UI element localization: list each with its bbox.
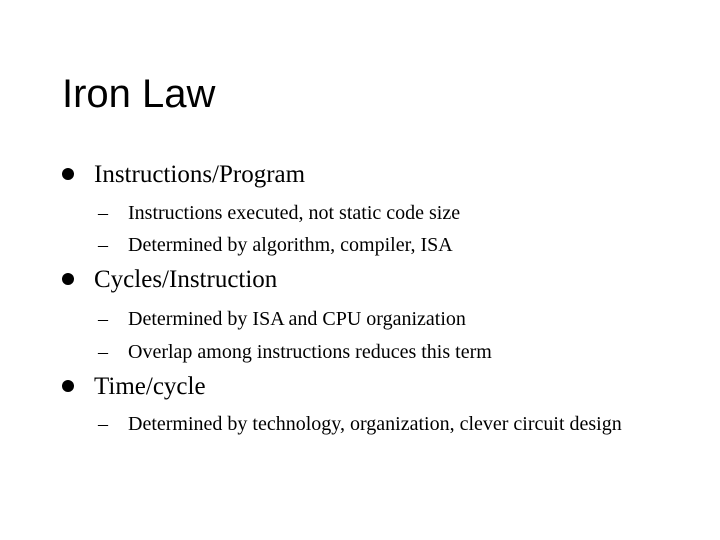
bullet-time-per-cycle — [62, 372, 662, 402]
sub-bullet — [98, 231, 658, 259]
bullet-dot-icon — [62, 380, 74, 392]
sub-bullet-text: Instructions executed, not static code size — [128, 202, 461, 224]
dash-icon: – — [98, 308, 108, 330]
dash-icon: – — [98, 234, 108, 256]
sub-bullet-text: Overlap among instructions reduces this term — [128, 341, 492, 363]
dash-icon: – — [98, 341, 108, 363]
sub-bullet — [98, 338, 658, 366]
sub-bullet-text: Determined by technology, organization, clever circuit design — [128, 413, 622, 435]
sub-bullet — [98, 199, 658, 227]
sub-bullet — [98, 305, 658, 333]
dash-icon: – — [98, 413, 108, 435]
bullet-text: Time/cycle — [94, 373, 206, 400]
slide-title: Iron Law — [62, 72, 216, 116]
bullet-dot-icon — [62, 168, 74, 180]
sub-bullet-text: Determined by algorithm, compiler, ISA — [128, 234, 453, 256]
dash-icon: – — [98, 202, 108, 224]
bullet-instructions-per-program — [62, 160, 662, 190]
bullet-text: Instructions/Program — [94, 161, 306, 188]
bullet-dot-icon — [62, 273, 74, 285]
sub-bullet — [98, 410, 678, 470]
bullet-text: Cycles/Instruction — [94, 266, 278, 293]
bullet-cycles-per-instruction — [62, 265, 662, 295]
sub-bullet-text: Determined by ISA and CPU organization — [128, 308, 466, 330]
